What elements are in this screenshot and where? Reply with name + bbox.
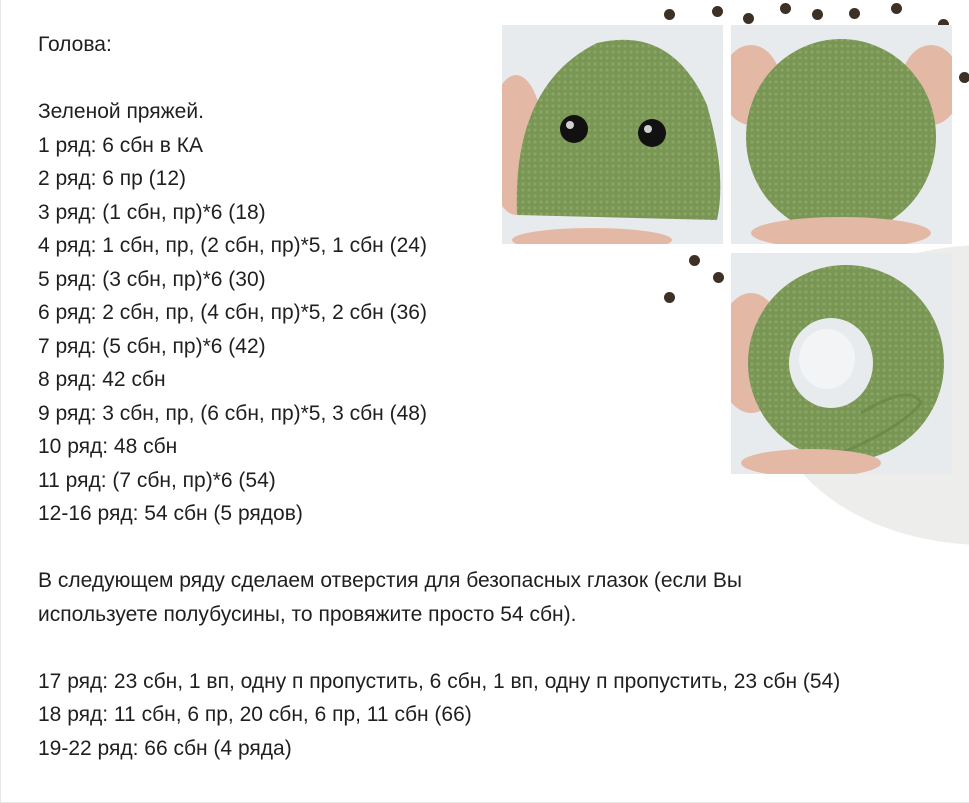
eye-hole-note: используете полубусины, то провяжите просто 54 сбн). [38,602,577,626]
pattern-text [38,28,958,765]
row-instruction: 12-16 ряд: 54 сбн (5 рядов) [38,502,303,525]
row-instruction: 2 ряд: 6 пр (12) [38,167,186,190]
row-instruction: 6 ряд: 2 сбн, пр, (4 сбн, пр)*5, 2 сбн (36) [38,301,427,324]
row-instruction: 10 ряд: 48 сбн [38,435,178,458]
row-instruction: 17 ряд: 23 сбн, 1 вп, одну п пропустить, 6 сбн, 1 вп, одну п пропустить, 23 сбн (54) [38,669,841,693]
row-instruction: 9 ряд: 3 сбн, пр, (6 сбн, пр)*5, 3 сбн (48) [38,401,427,425]
row-instruction: 11 ряд: (7 сбн, пр)*6 (54) [38,468,276,492]
row-instruction: 3 ряд: (1 сбн, пр)*6 (18) [38,200,266,224]
row-instruction: 8 ряд: 42 сбн [38,368,166,391]
row-instruction: 1 ряд: 6 сбн в КА [38,133,203,157]
row-instruction: 19-22 ряд: 66 сбн (4 ряда) [38,736,292,760]
row-instruction: 4 ряд: 1 сбн, пр, (2 сбн, пр)*5, 1 сбн (24) [38,234,427,257]
yarn-note: Зеленой пряжей. [38,100,204,123]
row-instruction: 5 ряд: (3 сбн, пр)*6 (30) [38,267,266,291]
section-heading: Голова: [38,33,112,56]
row-instruction: 7 ряд: (5 сбн, пр)*6 (42) [38,334,266,358]
eye-hole-note: В следующем ряду сделаем отверстия для безопасных глазок (если Вы [38,569,742,592]
row-instruction: 18 ряд: 11 сбн, 6 пр, 20 сбн, 6 пр, 11 сбн (66) [38,703,472,726]
